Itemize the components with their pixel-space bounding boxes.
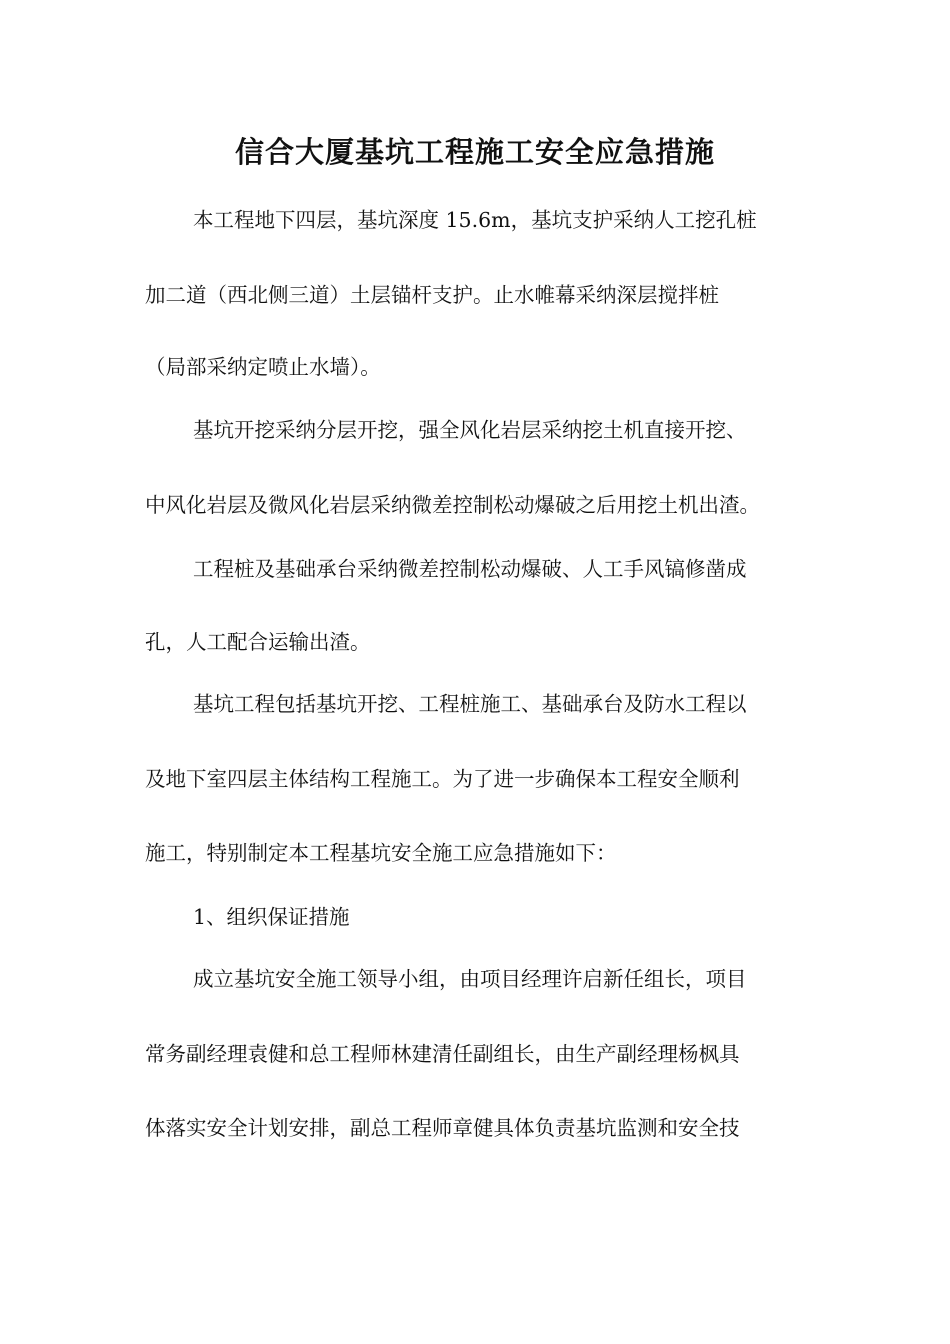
paragraph-line: 及地下室四层主体结构工程施工。为了进一步确保本工程安全顺利 — [145, 767, 740, 791]
paragraph-line: 基坑开挖采纳分层开挖，强全风化岩层采纳挖土机直接开挖、 — [193, 418, 747, 442]
document-title: 信合大厦基坑工程施工安全应急措施 — [234, 135, 715, 169]
paragraph-line: 本工程地下四层，基坑深度 15.6m，基坑支护采纳人工挖孔桩 — [193, 208, 757, 232]
paragraph-line: 常务副经理袁健和总工程师林建清任副组长，由生产副经理杨枫具 — [145, 1042, 740, 1066]
paragraph-line: 中风化岩层及微风化岩层采纳微差控制松动爆破之后用挖土机出渣。 — [145, 493, 760, 517]
paragraph-line: 加二道（西北侧三道）土层锚杆支护。止水帷幕采纳深层搅拌桩 — [145, 283, 719, 307]
paragraph-line: 成立基坑安全施工领导小组，由项目经理许启新任组长，项目 — [193, 967, 747, 991]
paragraph-line: 工程桩及基础承台采纳微差控制松动爆破、人工手风镐修凿成 — [193, 557, 747, 581]
section-heading: 1、组织保证措施 — [193, 905, 350, 929]
paragraph-line: 施工，特别制定本工程基坑安全施工应急措施如下： — [145, 841, 617, 865]
paragraph-line: 孔，人工配合运输出渣。 — [145, 630, 371, 654]
paragraph-line: （局部采纳定喷止水墙）。 — [145, 355, 381, 379]
paragraph-line: 基坑工程包括基坑开挖、工程桩施工、基础承台及防水工程以 — [193, 692, 747, 716]
paragraph-line: 体落实安全计划安排，副总工程师章健具体负责基坑监测和安全技 — [145, 1116, 740, 1140]
